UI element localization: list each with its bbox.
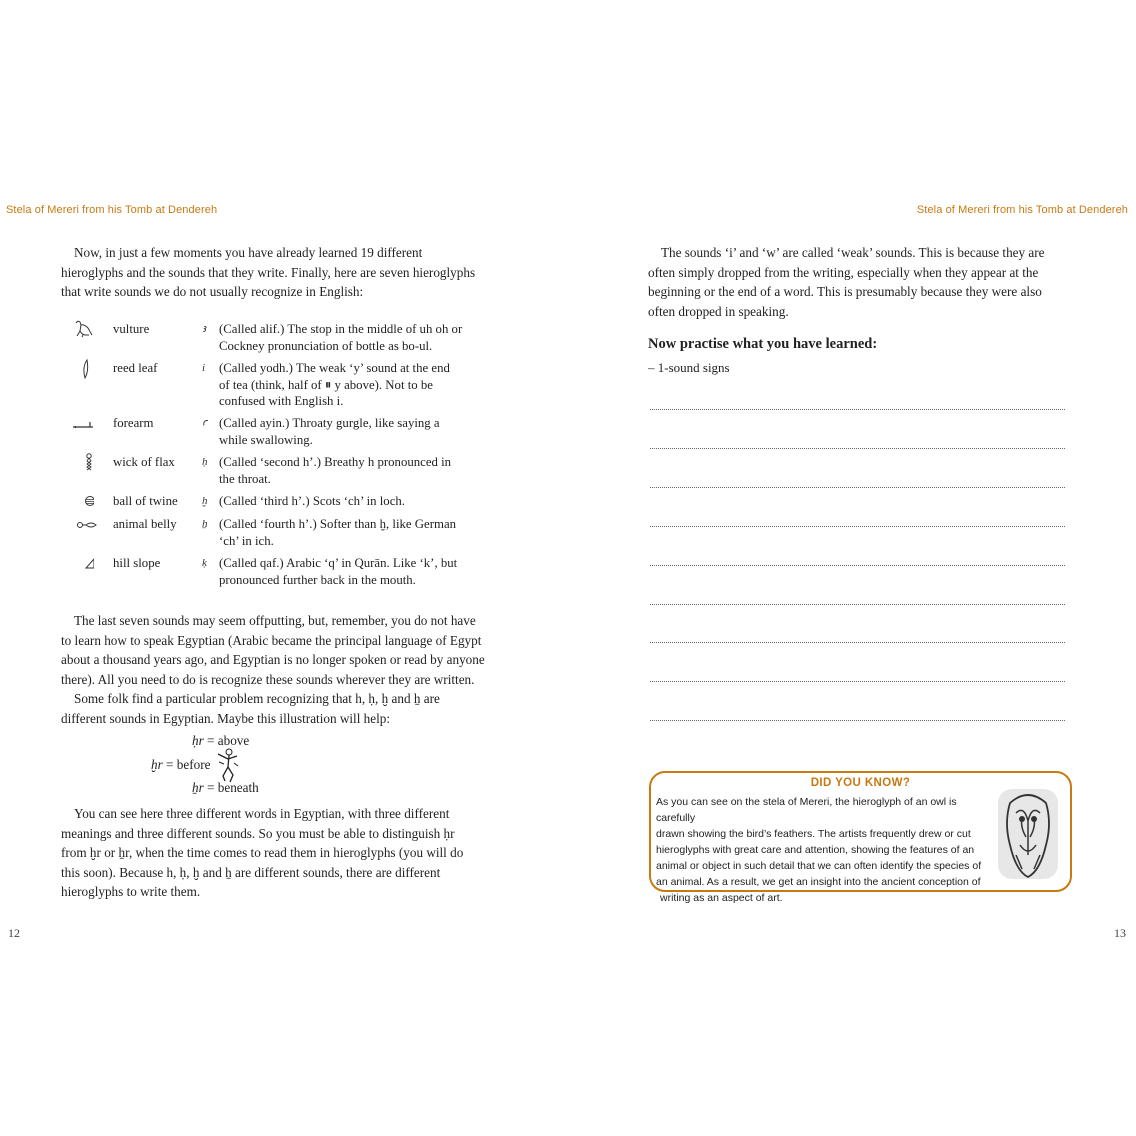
glyph-name: animal belly xyxy=(113,517,177,531)
para-line: hieroglyphs to write them. xyxy=(61,884,201,899)
page-number-left: 12 xyxy=(8,926,20,940)
reed-leaf-icon xyxy=(72,357,94,379)
glyph-translit: ḥ xyxy=(202,456,208,468)
ball-of-twine-icon xyxy=(72,493,94,511)
illus-above xyxy=(192,733,249,749)
did-you-know-text xyxy=(656,794,991,906)
writing-line[interactable] xyxy=(650,564,1065,566)
para-line: often simply dropped from the writing, especially when they appear at the xyxy=(648,264,1039,280)
para-line: The sounds ‘i’ and ‘w’ are called ‘weak’ sounds. This is because they are xyxy=(661,245,1045,260)
glyph-desc xyxy=(219,555,499,588)
para-line: meanings and three different sounds. So you must be able to distinguish ḥr xyxy=(61,825,455,841)
glyph-desc-line: (Called ayin.) Throaty gurgle, like saying a xyxy=(219,416,440,430)
animal-belly-icon xyxy=(72,516,98,534)
did-you-know-title: DID YOU KNOW? xyxy=(810,777,911,789)
writing-line[interactable] xyxy=(650,486,1065,488)
intro-line: that write sounds we do not usually recognize in English: xyxy=(61,284,364,299)
para-line: different sounds in Egyptian. Maybe this illustration will help: xyxy=(61,710,391,726)
dyk-line: an animal. As a result, we get an insight into the ancient conception of xyxy=(656,876,981,888)
running-head-right: Stela of Mereri from his Tomb at Dendereh xyxy=(916,204,1128,216)
glyph-desc-line: Cockney pronunciation of bottle as bo-ul. xyxy=(219,338,433,353)
running-head-left: Stela of Mereri from his Tomb at Dendereh xyxy=(6,204,218,216)
para-line: from ḫr or ẖr, when the time comes to read them in hieroglyphs (you will do xyxy=(61,845,464,860)
dyk-line: drawn showing the bird’s feathers. The artists frequently drew or cut xyxy=(656,828,971,840)
glyph-row-forearm xyxy=(60,415,500,447)
glyph-translit: ꜣ xyxy=(202,323,206,335)
glyph-name: vulture xyxy=(113,322,150,336)
glyph-desc-line: confused with English i. xyxy=(219,394,344,408)
glyph-desc-line: (Called ‘second h’.) Breathy h pronounced in xyxy=(219,455,452,469)
writing-line[interactable] xyxy=(650,447,1065,449)
writing-line[interactable] xyxy=(650,641,1065,643)
glyph-list-7 xyxy=(60,555,500,587)
glyph-row-reed-leaf xyxy=(60,360,500,408)
illus-word: ẖr xyxy=(192,780,204,795)
glyph-name: hill slope xyxy=(113,556,161,570)
paragraph-three-words xyxy=(61,804,501,902)
paragraph-offputting xyxy=(61,611,501,728)
glyph-desc-line: (Called yodh.) The weak ‘y’ sound at the end xyxy=(219,361,450,375)
glyph-desc xyxy=(219,360,499,410)
glyph-name: ball of twine xyxy=(113,494,178,508)
dyk-line: hieroglyphs with great care and attention, showing the features of an xyxy=(656,844,975,856)
glyph-desc-line: (Called alif.) The stop in the middle of uh oh or xyxy=(219,322,463,336)
para-line: there). All you need to do is recognize these sounds wherever they are written. xyxy=(61,671,475,687)
para-line: this soon). Because h, ḥ, ḫ and ẖ are different sounds, there are different xyxy=(61,864,441,880)
illus-meaning: = before xyxy=(162,757,211,772)
glyph-name: wick of flax xyxy=(113,455,175,469)
glyph-row-vulture xyxy=(60,321,500,355)
glyph-translit: ḳ xyxy=(202,557,207,569)
writing-line[interactable] xyxy=(650,719,1065,721)
glyph-list-5 xyxy=(60,493,500,510)
hill-slope-icon xyxy=(72,555,94,573)
para-line: to learn how to speak Egyptian (Arabic became the principal language of Egypt xyxy=(61,632,482,648)
glyph-desc-line: the throat. xyxy=(219,471,271,486)
glyph-list-3 xyxy=(60,415,500,447)
illus-word: ḫr xyxy=(151,757,163,772)
glyph-row-ball-of-twine xyxy=(60,493,500,510)
illus-word: ḥr xyxy=(192,733,204,748)
wick-of-flax-icon xyxy=(72,450,94,474)
glyph-desc xyxy=(219,516,499,549)
illus-beneath xyxy=(192,780,259,796)
writing-line[interactable] xyxy=(650,603,1065,605)
intro-paragraph xyxy=(61,243,501,302)
forearm-icon xyxy=(72,415,94,433)
glyph-name: forearm xyxy=(113,416,154,430)
glyph-translit: ḫ xyxy=(202,495,208,507)
glyph-list-2 xyxy=(60,360,500,408)
right-page xyxy=(568,0,1136,1136)
glyph-desc-line: ‘ch’ in ich. xyxy=(219,533,274,548)
glyph-desc-line: (Called ‘third h’.) Scots ‘ch’ in loch. xyxy=(219,494,405,508)
para-line: The last seven sounds may seem offputting, but, remember, you do not have xyxy=(74,613,476,628)
weak-sounds-paragraph xyxy=(648,243,1068,321)
glyph-translit: i xyxy=(202,362,206,374)
glyph-row-animal-belly xyxy=(60,516,500,548)
practice-heading: Now practise what you have learned: xyxy=(648,336,878,352)
glyph-desc xyxy=(219,321,499,354)
para-line: You can see here three different words in Egyptian, with three different xyxy=(74,806,450,821)
illus-meaning: = beneath xyxy=(203,780,259,795)
glyph-desc-line: pronounced further back in the mouth. xyxy=(219,572,416,587)
page-number-right: 13 xyxy=(1114,926,1126,940)
para-line: beginning or the end of a word. This is presumably because they were also xyxy=(648,284,1042,299)
dyk-line: writing as an aspect of art. xyxy=(660,892,783,904)
para-line: often dropped in speaking. xyxy=(648,303,789,319)
practice-subheading: – 1-sound signs xyxy=(648,360,730,375)
glyph-row-hill-slope xyxy=(60,555,500,587)
owl-hieroglyph-sketch xyxy=(996,783,1060,883)
intro-line: Now, in just a few moments you have already learned 19 different xyxy=(74,245,423,260)
glyph-desc xyxy=(219,454,499,487)
glyph-name: reed leaf xyxy=(113,361,158,375)
glyph-desc-line: (Called ‘fourth h’.) Softer than ḫ, like German xyxy=(219,517,457,531)
glyph-translit: ẖ xyxy=(202,518,208,530)
dyk-line: As you can see on the stela of Mereri, the hieroglyph of an owl is carefully xyxy=(656,796,957,824)
did-you-know-box xyxy=(649,771,1072,904)
glyph-list xyxy=(60,316,500,353)
writing-line[interactable] xyxy=(650,408,1065,410)
illus-before xyxy=(151,757,210,773)
glyph-desc-line: (Called qaf.) Arabic ‘q’ in Qurān. Like ‘k’, but xyxy=(219,556,458,570)
vulture-icon xyxy=(72,317,94,339)
writing-line[interactable] xyxy=(650,525,1065,527)
dyk-line: animal or object in such detail that we can often identify the species of xyxy=(656,860,982,872)
glyph-desc xyxy=(219,415,499,448)
glyph-desc-line: of tea (think, half of ⏸ y above). Not to be xyxy=(219,377,433,392)
intro-line: hieroglyphs and the sounds that they write. Finally, here are seven hieroglyphs xyxy=(61,264,476,280)
para-line: about a thousand years ago, and Egyptian is no longer spoken or read by anyone xyxy=(61,652,485,667)
glyph-row-wick-of-flax xyxy=(60,454,500,486)
para-line: Some folk find a particular problem recognizing that h, ḥ, ḫ and ẖ are xyxy=(74,691,440,706)
glyph-desc xyxy=(219,493,499,510)
glyph-list-4 xyxy=(60,454,500,486)
glyph-desc-line: while swallowing. xyxy=(219,432,313,447)
glyph-list-6 xyxy=(60,516,500,548)
glyph-translit: ꜥ xyxy=(202,417,208,429)
illus-meaning: = above xyxy=(203,733,250,748)
writing-line[interactable] xyxy=(650,680,1065,682)
standing-figure-icon xyxy=(215,748,239,784)
